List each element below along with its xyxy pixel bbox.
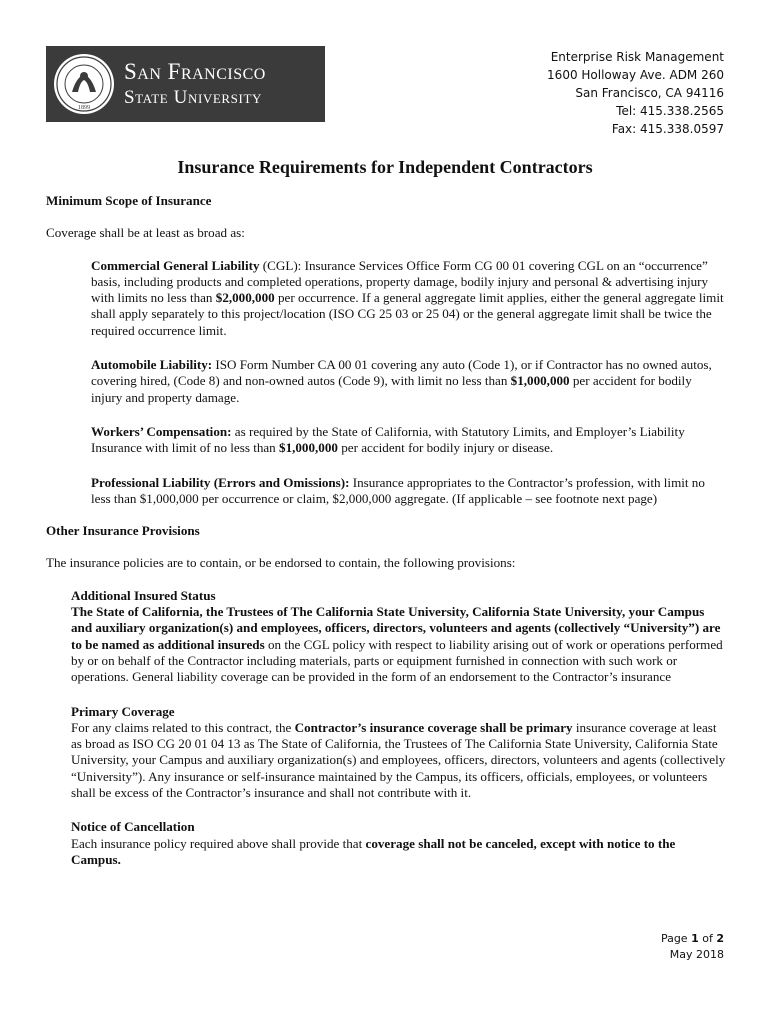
notice-of-cancellation-heading: Notice of Cancellation	[71, 819, 195, 835]
additional-insured-text: The State of California, the Trustees of The California State University, California State University, your Campus and auxiliary organization(s) and employees, officers, directors, volunteers and agents (collectively “University”) are to be named as additional insureds on the CGL policy with respect to liability arising out of work or operations performed by or on behalf of the Contractor including materials, parts or equipment furnished in connection with such work or operations. General liability coverage can be provided in the form of an endorsement to the Contractor’s insurance	[71, 604, 723, 685]
primary-coverage-text: For any claims related to this contract, the Contractor’s insurance coverage shall be primary insurance coverage at least as broad as ISO CG 20 01 04 13 as The State of California, the Trustees of The California State University, California State University, your Campus and auxiliary organization(s) and employees, officers, directors, volunteers and agents (collectively “University”). Any insurance or self-insurance maintained by the Campus, its officers, officials, employees, or volunteers shall be excess of the Contractor’s insurance and shall not contribute with it.	[71, 719, 726, 801]
department-name: Enterprise Risk Management	[550, 50, 724, 64]
telephone: Tel: 415.338.2565	[616, 104, 724, 118]
page-footer	[661, 931, 724, 963]
professional-liability-paragraph: Professional Liability (Errors and Omissions): Insurance appropriates to the Contractor’s profession, with limit no less than $1,000,000 per occurrence or claim, $2,000,000 aggregate. (If applicable – see footnote next page)	[91, 474, 705, 506]
city-state-zip: San Francisco, CA 94116	[575, 86, 724, 100]
auto-paragraph: Automobile Liability: ISO Form Number CA 00 01 covering any auto (Code 1), or if Contractor has no owned autos, covering hired, (Code 8) and non-owned autos (Code 9), with limit no less than $1,000,000 per accident for bodily injury and property damage.	[91, 357, 712, 405]
logo-line-2: State University	[124, 87, 262, 108]
revision-date: May 2018	[669, 948, 724, 961]
cgl-paragraph: Commercial General Liability (CGL): Insurance Services Office Form CG 00 01 covering CGL on an “occurrence” basis, including products and completed operations, property damage, bodily injury and personal & advertising injury with limits no less than $2,000,000 per occurrence. If a general aggregate limit applies, either the general aggregate limit shall apply separately to this project/location (ISO CG 25 03 or 25 04) or the general aggregate limit shall be twice the required occurrence limit.	[91, 257, 724, 338]
primary-coverage-block	[46, 704, 726, 802]
notice-of-cancellation-block	[46, 819, 726, 868]
university-logo	[46, 46, 325, 122]
additional-insured-block	[46, 588, 726, 686]
other-intro: The insurance policies are to contain, or be endorsed to contain, the following provisions:	[46, 555, 516, 571]
svg-text:1899: 1899	[78, 105, 90, 111]
workers-comp-paragraph: Workers’ Compensation: as required by the State of California, with Statutory Limits, and Employer’s Liability Insurance with limit of no less than $1,000,000 per accident for bodily injury or disease.	[91, 423, 685, 456]
additional-insured-heading: Additional Insured Status	[71, 587, 216, 603]
page-number: Page 1 of 2	[660, 932, 724, 945]
university-seal-icon	[52, 52, 116, 116]
section-heading-scope: Minimum Scope of Insurance	[46, 193, 212, 208]
primary-coverage-heading: Primary Coverage	[71, 703, 175, 719]
street-address: 1600 Holloway Ave. ADM 260	[547, 68, 724, 82]
department-address	[547, 48, 724, 138]
scope-intro: Coverage shall be at least as broad as:	[46, 225, 245, 241]
section-heading-other: Other Insurance Provisions	[46, 523, 200, 539]
logo-line-1: San Francisco	[124, 59, 266, 84]
fax: Fax: 415.338.0597	[611, 122, 724, 136]
notice-of-cancellation-text: Each insurance policy required above shall provide that coverage shall not be canceled, except with notice to the Campus.	[71, 835, 676, 867]
page-title: Insurance Requirements for Independent Contractors	[177, 157, 593, 177]
document-body	[46, 193, 726, 868]
